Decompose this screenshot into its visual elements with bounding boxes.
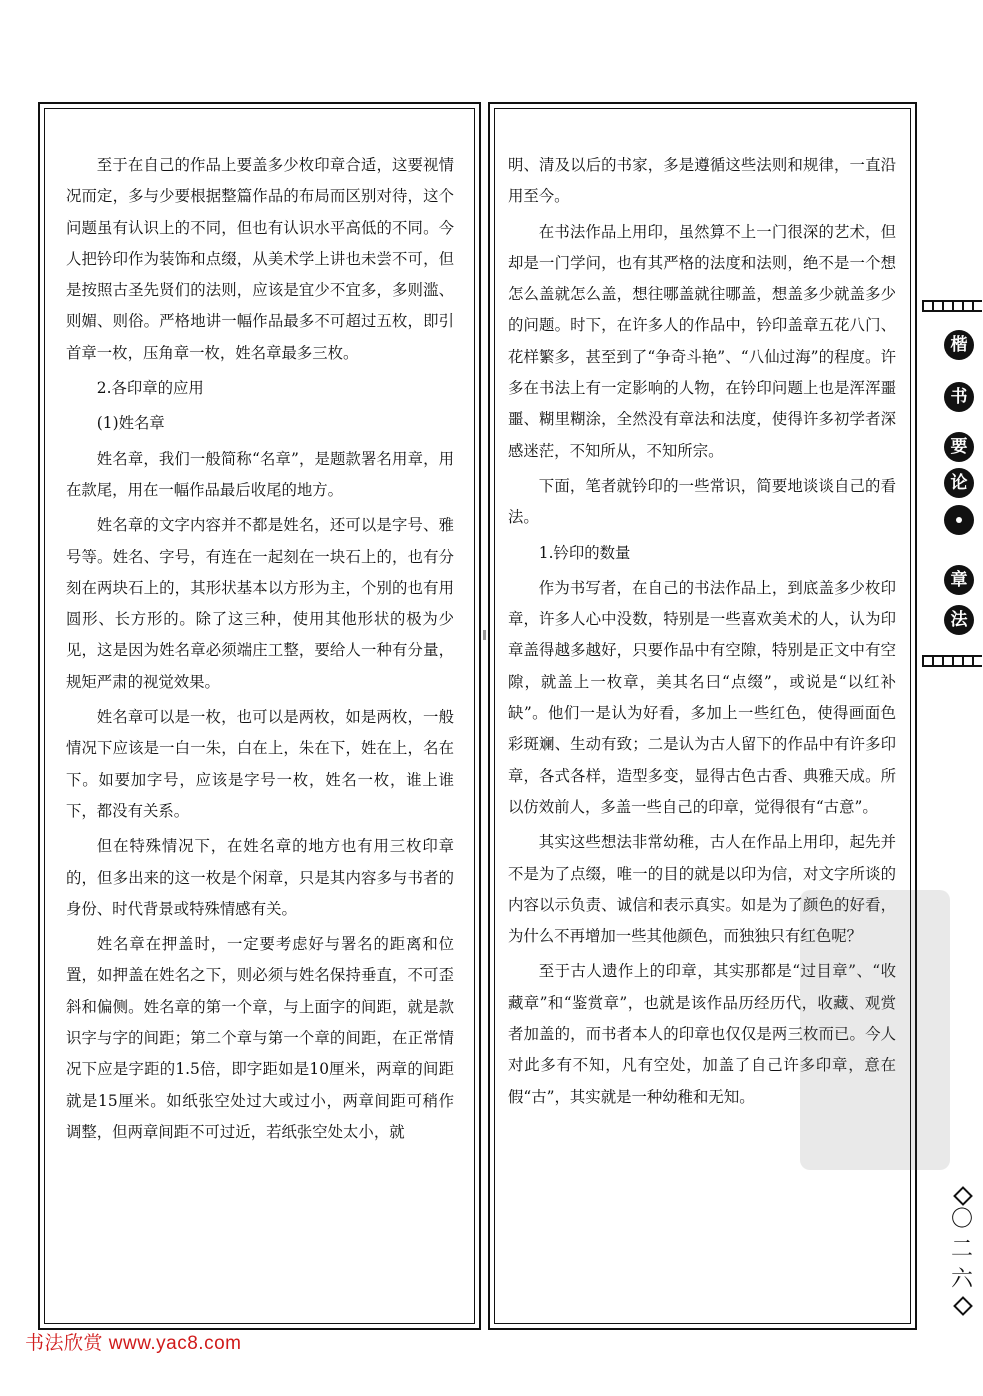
meander-border-bottom-ornament bbox=[922, 655, 982, 667]
paragraph: 作为书写者，在自己的书法作品上，到底盖多少枚印章，许多人心中没数，特别是一些喜欢美术的人，认为印章盖得越多越好，只要作品中有空隙，特别是正文中有空隙，就盖上一枚章，美其名曰“点缀”，或说是“以红补缺”。他们一是认为好看，多加上一些红色，使得画面色彩斑斓、生动有致；二是认为古人留下的作品中有许多印章，各式各样，造型多变，显得古色古香、典雅天成。所以仿效前人，多盖一些自己的印章，觉得很有“古意”。 bbox=[508, 578, 896, 816]
page-number-char: 六 bbox=[950, 1267, 973, 1292]
side-title-char: 楷 bbox=[944, 330, 974, 360]
side-title-char: 论 bbox=[944, 468, 974, 498]
left-column-text bbox=[66, 150, 454, 1152]
side-title-char: 要 bbox=[944, 432, 974, 462]
site-watermark: 书法欣赏 www.yac8.com bbox=[25, 1333, 242, 1354]
page-number-char: 二 bbox=[950, 1237, 973, 1262]
paragraph: 在书法作品上用印，虽然算不上一门很深的艺术，但却是一门学问，也有其严格的法度和法则，绝不是一个想怎么盖就怎么盖，想往哪盖就往哪盖，想盖多少就盖多少的问题。时下，在许多人的作品中，钤印盖章五花八门、花样繁多，甚至到了“争奇斗艳”、“八仙过海”的程度。许多在书法上有一定影响的人物，在钤印问题上也是浑浑噩噩、糊里糊涂，全然没有章法和法度，使得许多初学者深感迷茫，不知所从，不知所宗。 bbox=[508, 222, 896, 460]
paragraph: 下面，笔者就钤印的一些常识，简要地谈谈自己的看法。 bbox=[508, 476, 896, 527]
paragraph: 姓名章的文字内容并不都是姓名，还可以是字号、雅号等。姓名、字号，有连在一起刻在一块石上的，也有分刻在两块石上的，其形状基本以方形为主，个别的也有用圆形、长方形的。除了这三种，使用其他形状的极为少见，这是因为姓名章必须端庄工整，要给人一种有分量，规矩严肃的视觉效果。 bbox=[66, 516, 454, 691]
column-divider-mark bbox=[483, 630, 486, 640]
paragraph: 姓名章在押盖时，一定要考虑好与署名的距离和位置，如押盖在姓名之下，则必须与姓名保持垂直，不可歪斜和偏侧。姓名章的第一个章，与上面字的间距，就是款识字与字的间距；第二个章与第一个章的间距，在正常情况下应是字距的1.5倍，即字距如是10厘米，两章的间距就是15厘米。如纸张空处过大或过小，两章间距可稍作调整，但两章间距不可过近，若纸张空处太小，就 bbox=[66, 935, 454, 1141]
paragraph: 姓名章，我们一般简称“名章”，是题款署名用章，用在款尾，用在一幅作品最后收尾的地方。 bbox=[66, 449, 454, 499]
side-title-char: 书 bbox=[944, 382, 974, 412]
paragraph: 至于在自己的作品上要盖多少枚印章合适，这要视情况而定，多与少要根据整篇作品的布局而区别对待，这个问题虽有认识上的不同，但也有认识水平高低的不同。今人把钤印作为装饰和点缀，从美术学上讲也未尝不可，但是按照古圣先贤们的法则，应该是宜少不宜多，多则滥、则媚、则俗。严格地讲一幅作品最多不可超过五枚，即引首章一枚，压角章一枚，姓名章最多三枚。 bbox=[66, 156, 454, 362]
meander-border-top-ornament bbox=[922, 300, 982, 312]
page-number-char: 〇 bbox=[950, 1207, 973, 1232]
section-heading: 2.各印章的应用 bbox=[96, 379, 204, 398]
seal-stamp-watermark bbox=[790, 880, 960, 1180]
side-title-char: 法 bbox=[944, 605, 974, 635]
section-heading: 1.钤印的数量 bbox=[538, 543, 631, 562]
paragraph: 但在特殊情况下，在姓名章的地方也有用三枚印章的，但多出来的这一枚是个闲章，只是其内容多与书者的身份、时代背景或特殊情感有关。 bbox=[66, 837, 454, 918]
paragraph: 至于古人遗作上的印章，其实那都是“过目章”、“收藏章”和“鉴赏章”，也就是该作品历经历代，收藏、观赏者加盖的，而书者本人的印章也仅仅是两三枚而已。今人对此多有不知，凡有空处，加盖了自己许多印章，意在假“古”，其实就是一种幼稚和无知。 bbox=[508, 962, 896, 1106]
paragraph-continued: 明、清及以后的书家，多是遵循这些法则和规律，一直沿用至今。 bbox=[508, 156, 896, 206]
page-number bbox=[947, 1185, 977, 1315]
dot-separator-icon bbox=[944, 505, 974, 535]
subsection-heading: (1)姓名章 bbox=[96, 414, 165, 433]
paragraph: 其实这些想法非常幼稚，古人在作品上用印，起先并不是为了点缀，唯一的目的就是以印为信，对文字所谈的内容以示负责、诚信和表示真实。如是为了颜色的好看，为什么不再增加一些其他颜色，而独独只有红色呢？ bbox=[508, 833, 896, 946]
diamond-icon bbox=[954, 1297, 970, 1313]
side-title-char: 章 bbox=[944, 565, 974, 595]
paragraph: 姓名章可以是一枚，也可以是两枚，如是两枚，一般情况下应该是一白一朱，白在上，朱在下，姓在上，名在下。如要加字号，应该是字号一枚，姓名一枚，谁上谁下，都没有关系。 bbox=[66, 708, 454, 820]
diamond-icon bbox=[954, 1187, 970, 1203]
